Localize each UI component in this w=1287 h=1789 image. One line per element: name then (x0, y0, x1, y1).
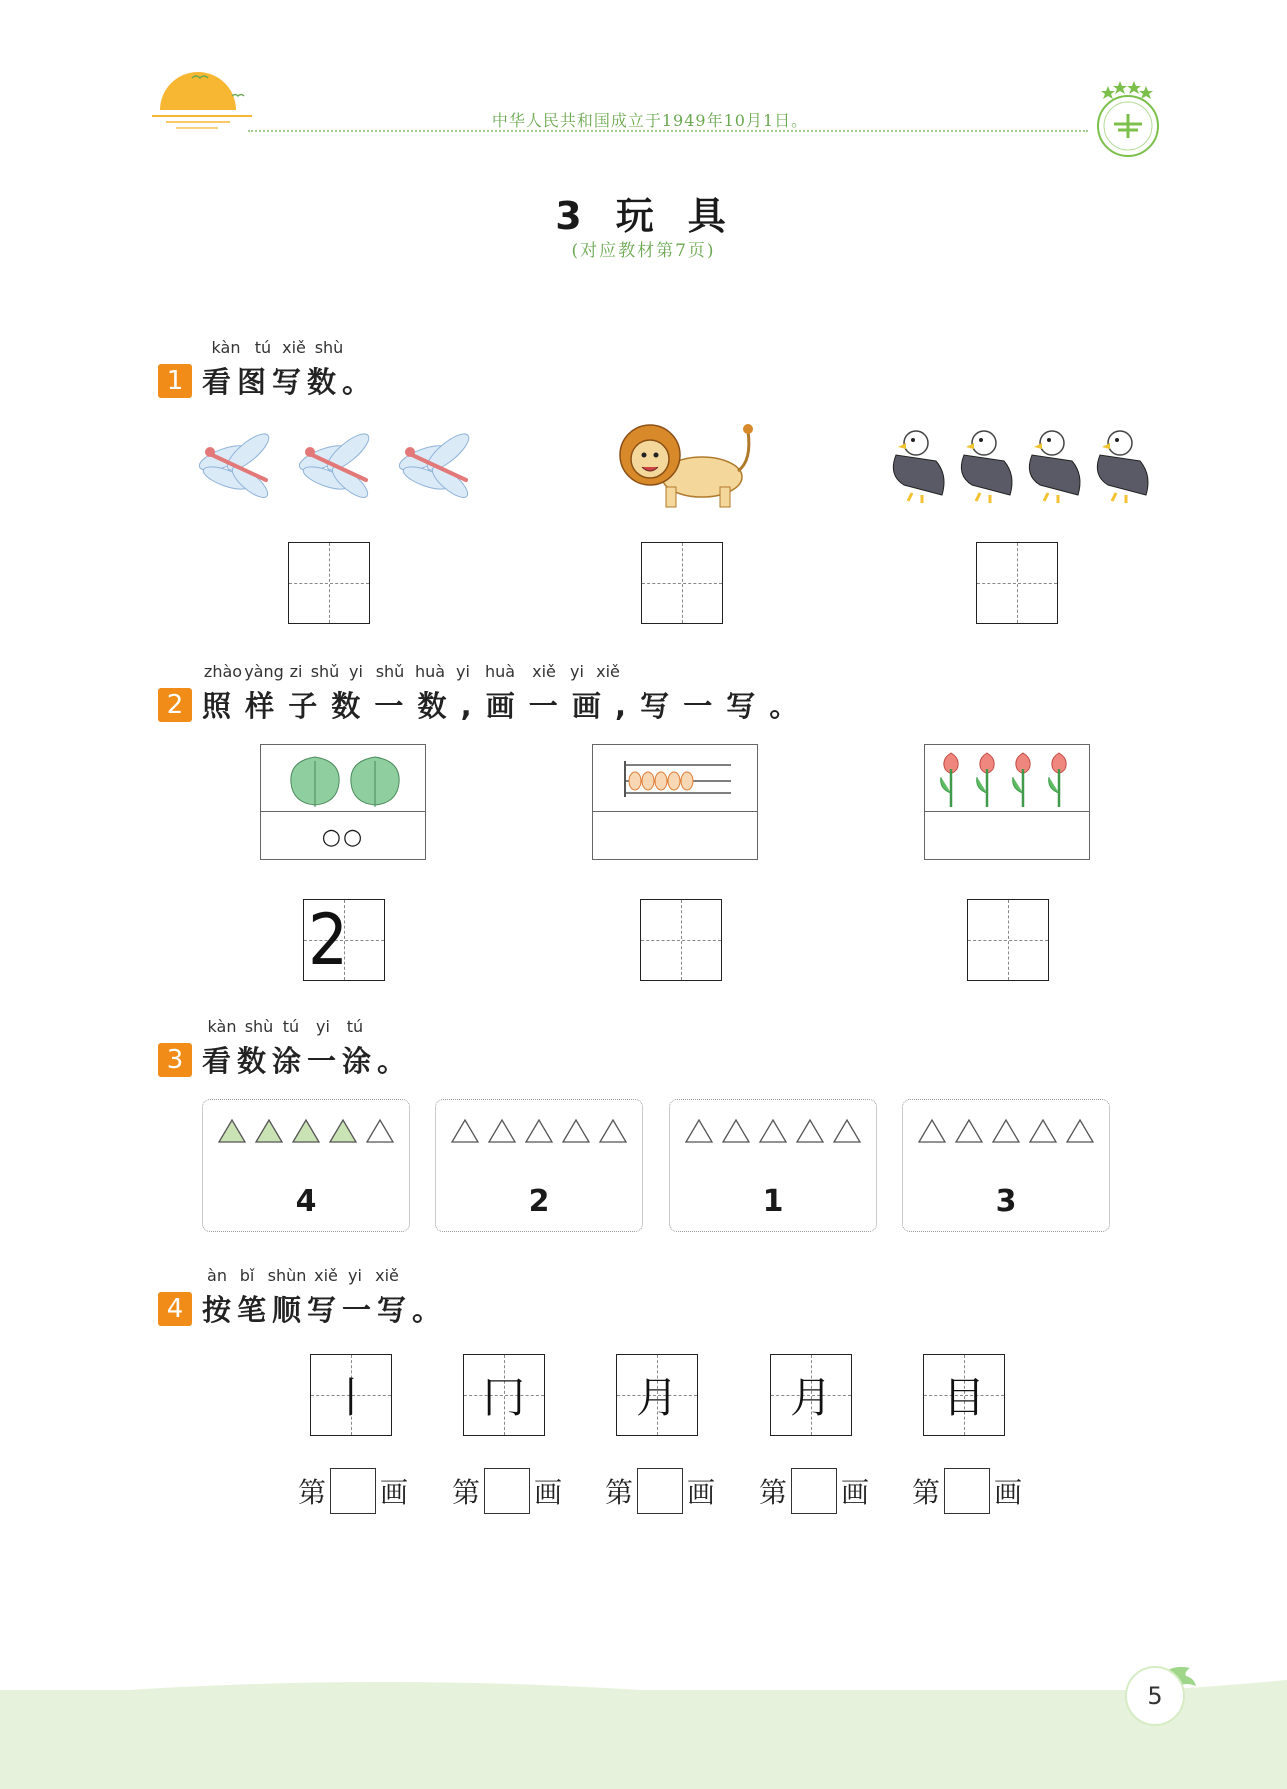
triangle-shape[interactable] (330, 1120, 356, 1142)
q2-drawn-circles: ○○ (321, 825, 365, 850)
pinyin-syllable: huà (484, 662, 516, 681)
stroke-label-prefix: 第 (605, 1476, 634, 1509)
pinyin-syllable: shǔ (310, 662, 340, 681)
section-4-instruction: 按笔顺写一写。 (202, 1293, 448, 1327)
page-title (0, 185, 1287, 240)
section-2-instruction: 照 样 子 数 一 数 , 画 一 画 , 写 一 写 。 (202, 689, 801, 723)
leaf-icon (285, 753, 405, 809)
pinyin-syllable: huà (414, 662, 446, 681)
page-number: 5 (1125, 1666, 1185, 1726)
triangle-shape[interactable] (956, 1120, 982, 1142)
pinyin-syllable: kàn (211, 338, 241, 357)
pinyin-syllable: kàn (207, 1017, 237, 1036)
title-char-1: 玩 (615, 194, 660, 238)
triangle-shape[interactable] (293, 1120, 319, 1142)
stroke-label-prefix: 第 (759, 1476, 788, 1509)
q1-answer-box-2[interactable] (641, 542, 723, 624)
stroke-glyph: 目 (942, 1373, 985, 1422)
triangle-shape[interactable] (256, 1120, 282, 1142)
q3-card-number: 3 (995, 1184, 1017, 1219)
q1-answer-box-1[interactable] (288, 542, 370, 624)
pinyin-syllable: yi (456, 662, 470, 681)
stroke-label-suffix: 画 (994, 1476, 1023, 1509)
pinyin-syllable: yàng (244, 662, 284, 681)
q2-example-box-3 (924, 744, 1090, 860)
q4-stroke-box-2 (463, 1354, 545, 1436)
tulip-icon (937, 749, 1079, 809)
section-3-instruction: 看数涂一涂。 (202, 1044, 413, 1078)
q3-card-3 (669, 1099, 877, 1232)
triangle-shape[interactable] (563, 1120, 589, 1142)
triangle-shape[interactable] (1030, 1120, 1056, 1142)
section-2-header (158, 662, 800, 725)
section-1-instruction: 看图写数。 (202, 365, 378, 399)
q4-stroke-count-2 (452, 1468, 562, 1514)
pinyin-syllable: yi (349, 662, 363, 681)
q1-eagles (886, 425, 1158, 505)
q4-stroke-box-3 (616, 1354, 698, 1436)
q3-card-1 (202, 1099, 410, 1232)
header-fact: 中华人民共和国成立于1949年10月1日。 (491, 111, 809, 130)
stroke-count-input[interactable] (944, 1468, 990, 1514)
section-1-header (158, 338, 377, 401)
lion-icon (610, 415, 755, 515)
stroke-label-suffix: 画 (841, 1476, 870, 1509)
section-1-pinyin (202, 338, 377, 358)
stroke-count-input[interactable] (791, 1468, 837, 1514)
eagle-icon (893, 431, 944, 503)
sunset-icon (152, 70, 252, 150)
triangle-shape[interactable] (919, 1120, 945, 1142)
q1-dragonflies (196, 428, 486, 508)
q4-stroke-count-5 (912, 1468, 1022, 1514)
q4-stroke-count-4 (759, 1468, 869, 1514)
q3-card-number: 1 (762, 1184, 784, 1219)
pinyin-syllable: àn (207, 1266, 227, 1285)
q1-answer-box-3[interactable] (976, 542, 1058, 624)
stroke-label-suffix: 画 (380, 1476, 409, 1509)
section-number-badge: 4 (158, 1292, 192, 1326)
triangle-shape[interactable] (760, 1120, 786, 1142)
section-number-badge: 1 (158, 364, 192, 398)
stroke-glyph: 月 (635, 1373, 678, 1422)
triangle-shape[interactable] (452, 1120, 478, 1142)
pinyin-syllable: yi (348, 1266, 362, 1285)
section-number-badge: 2 (158, 688, 192, 722)
section-2-pinyin (202, 662, 800, 682)
section-4-header (158, 1266, 447, 1329)
stroke-glyph: 冂 (482, 1373, 525, 1422)
triangle-shape[interactable] (834, 1120, 860, 1142)
pinyin-syllable: tú (254, 338, 272, 357)
dragonfly-icon (196, 428, 273, 502)
pinyin-syllable: shù (244, 1017, 274, 1036)
title-char-2: 具 (687, 194, 732, 238)
stroke-glyph: 丨 (329, 1373, 372, 1422)
q2-answer-box-3[interactable] (967, 899, 1049, 981)
pinyin-syllable: yi (570, 662, 584, 681)
pinyin-syllable: shùn (267, 1266, 307, 1285)
pinyin-syllable: tú (346, 1017, 364, 1036)
stroke-label-prefix: 第 (452, 1476, 481, 1509)
triangle-row[interactable] (213, 1116, 399, 1146)
section-number-badge: 3 (158, 1043, 192, 1077)
triangle-shape[interactable] (526, 1120, 552, 1142)
q2-answer-box-1 (303, 899, 385, 981)
q3-card-4 (902, 1099, 1110, 1232)
pinyin-syllable: xiě (314, 1266, 338, 1285)
stroke-label-prefix: 第 (912, 1476, 941, 1509)
stroke-label-suffix: 画 (687, 1476, 716, 1509)
triangle-shape[interactable] (797, 1120, 823, 1142)
pinyin-syllable: xiě (532, 662, 556, 681)
pinyin-syllable: bǐ (239, 1266, 255, 1285)
stroke-label-prefix: 第 (298, 1476, 327, 1509)
page-subtitle: (对应教材第7页) (571, 241, 716, 261)
q3-card-number: 4 (295, 1184, 317, 1219)
q3-card-number: 2 (528, 1184, 550, 1219)
section-3-pinyin (202, 1017, 412, 1037)
triangle-shape[interactable] (686, 1120, 712, 1142)
triangle-shape[interactable] (367, 1120, 393, 1142)
triangle-shape[interactable] (1067, 1120, 1093, 1142)
q4-stroke-box-5 (923, 1354, 1005, 1436)
q2-example-box-2 (592, 744, 758, 860)
q2-example-answer: 2 (307, 899, 348, 981)
stroke-label-suffix: 画 (534, 1476, 563, 1509)
section-4-pinyin (202, 1266, 447, 1286)
pinyin-syllable: shǔ (375, 662, 405, 681)
q2-example-box-1 (260, 744, 426, 860)
pinyin-syllable: xiě (596, 662, 620, 681)
q4-stroke-box-4 (770, 1354, 852, 1436)
q4-stroke-box-1 (310, 1354, 392, 1436)
pinyin-syllable: zhào (203, 662, 243, 681)
triangle-row[interactable] (913, 1116, 1099, 1146)
abacus-bead-icon (623, 761, 733, 797)
wangchaoxia-logo-icon (1088, 78, 1168, 168)
stroke-glyph: 月 (789, 1373, 832, 1422)
footer-band (0, 1690, 1287, 1789)
triangle-shape[interactable] (219, 1120, 245, 1142)
triangle-shape[interactable] (489, 1120, 515, 1142)
pinyin-syllable: xiě (375, 1266, 399, 1285)
q2-answer-box-2[interactable] (640, 899, 722, 981)
q4-stroke-count-1 (298, 1468, 408, 1514)
stroke-count-input[interactable] (330, 1468, 376, 1514)
pinyin-syllable: zi (289, 662, 303, 681)
section-3-header (158, 1017, 412, 1080)
q4-stroke-count-3 (605, 1468, 715, 1514)
pinyin-syllable: yi (316, 1017, 330, 1036)
pinyin-syllable: tú (282, 1017, 300, 1036)
triangle-shape[interactable] (993, 1120, 1019, 1142)
triangle-row[interactable] (446, 1116, 632, 1146)
triangle-shape[interactable] (723, 1120, 749, 1142)
stroke-count-input[interactable] (637, 1468, 683, 1514)
pinyin-syllable: xiě (282, 338, 306, 357)
triangle-row[interactable] (680, 1116, 866, 1146)
triangle-shape[interactable] (600, 1120, 626, 1142)
pinyin-syllable: shù (314, 338, 344, 357)
lesson-number: 3 (555, 194, 588, 238)
q3-card-2 (435, 1099, 643, 1232)
stroke-count-input[interactable] (484, 1468, 530, 1514)
